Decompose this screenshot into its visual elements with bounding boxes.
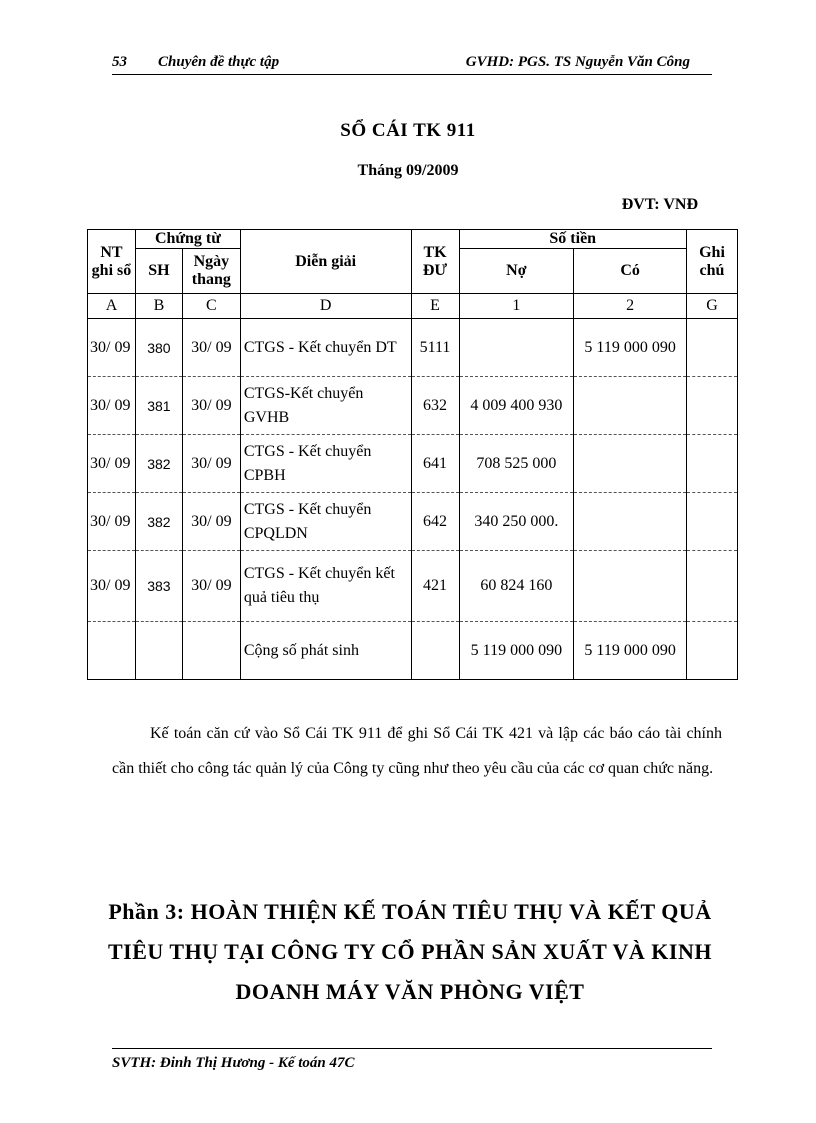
cell-nt: 30/ 09: [88, 377, 136, 435]
cell-note: [687, 493, 738, 551]
cell-sh: 382: [135, 435, 182, 493]
cell-tk: 5111: [411, 319, 459, 377]
table-row: [88, 435, 738, 493]
total-label: Cộng số phát sinh: [240, 622, 411, 680]
cell-note: [687, 551, 738, 622]
col-header-tk: TK ĐƯ: [411, 230, 459, 294]
cell-note: [687, 435, 738, 493]
cell-sh: 381: [135, 377, 182, 435]
table-row: [88, 551, 738, 622]
cell-note: [687, 377, 738, 435]
total-co: 5 119 000 090: [574, 622, 687, 680]
column-letter: B: [135, 294, 182, 319]
total-no: 5 119 000 090: [459, 622, 574, 680]
cell-ngay: 30/ 09: [182, 377, 240, 435]
cell-ngay: 30/ 09: [182, 493, 240, 551]
column-letter: D: [240, 294, 411, 319]
ledger-month: Tháng 09/2009: [357, 162, 459, 179]
cell-co: [574, 435, 687, 493]
cell-desc: CTGS-Kết chuyển GVHB: [240, 377, 411, 435]
empty-cell: [687, 622, 738, 680]
cell-co: 5 119 000 090: [574, 319, 687, 377]
column-letter: C: [182, 294, 240, 319]
col-header-ghi-chu: Ghi chú: [687, 230, 738, 294]
empty-cell: [411, 622, 459, 680]
cell-sh: 380: [135, 319, 182, 377]
currency-unit: ĐVT: VNĐ: [621, 196, 698, 213]
cell-no: 60 824 160: [459, 551, 574, 622]
cell-desc: CTGS - Kết chuyển CPQLDN: [240, 493, 411, 551]
cell-co: [574, 493, 687, 551]
cell-sh: 382: [135, 493, 182, 551]
ledger-title: SỔ CÁI TK 911: [340, 120, 476, 141]
cell-ngay: 30/ 09: [182, 319, 240, 377]
cell-tk: 421: [411, 551, 459, 622]
cell-co: [574, 551, 687, 622]
column-letter: 1: [459, 294, 574, 319]
table-row: [88, 319, 738, 377]
empty-cell: [135, 622, 182, 680]
column-letter: 2: [574, 294, 687, 319]
table-row: [88, 493, 738, 551]
empty-cell: [88, 622, 136, 680]
ledger-table: [87, 229, 738, 680]
total-row: [88, 622, 738, 680]
part-heading: Phần 3: HOÀN THIỆN KẾ TOÁN TIÊU THỤ VÀ KẾT QUẢ TIÊU THỤ TẠI CÔNG TY CỔ PHẦN SẢN XUẤT VÀ KINH DOANH MÁY VĂN PHÒNG VIỆT: [108, 899, 712, 1004]
cell-sh: 383: [135, 551, 182, 622]
col-header-dien-giai: Diễn giải: [240, 230, 411, 294]
col-header-no: Nợ: [459, 249, 574, 294]
column-letter: E: [411, 294, 459, 319]
cell-no: 708 525 000: [459, 435, 574, 493]
col-header-chung-tu: Chứng từ: [135, 230, 240, 249]
cell-nt: 30/ 09: [88, 551, 136, 622]
cell-no: 340 250 000.: [459, 493, 574, 551]
header-topic: Chuyên đề thực tập: [158, 54, 280, 70]
cell-ngay: 30/ 09: [182, 435, 240, 493]
page-number: 53: [112, 54, 127, 70]
column-letter: G: [687, 294, 738, 319]
col-header-co: Có: [574, 249, 687, 294]
col-header-nt: NT ghi sổ: [88, 230, 136, 294]
column-letter-row: [88, 294, 738, 319]
cell-tk: 632: [411, 377, 459, 435]
cell-desc: CTGS - Kết chuyển CPBH: [240, 435, 411, 493]
empty-cell: [182, 622, 240, 680]
cell-tk: 641: [411, 435, 459, 493]
cell-no: [459, 319, 574, 377]
header-advisor: GVHD: PGS. TS Nguyễn Văn Công: [465, 54, 690, 70]
cell-desc: CTGS - Kết chuyển DT: [240, 319, 411, 377]
body-paragraph: Kế toán căn cứ vào Sổ Cái TK 911 để ghi Sổ Cái TK 421 và lập các báo cáo tài chính cần thiết cho công tác quản lý của Công ty cũng như theo yêu cầu của các cơ quan chức năng.: [112, 725, 722, 777]
table-row: [88, 377, 738, 435]
cell-nt: 30/ 09: [88, 493, 136, 551]
col-header-ngay: Ngày thang: [182, 249, 240, 294]
col-header-sh: SH: [135, 249, 182, 294]
page-header: [112, 52, 712, 75]
cell-no: 4 009 400 930: [459, 377, 574, 435]
cell-note: [687, 319, 738, 377]
cell-desc: CTGS - Kết chuyển kết quả tiêu thụ: [240, 551, 411, 622]
column-letter: A: [88, 294, 136, 319]
page-footer: SVTH: Đinh Thị Hương - Kế toán 47C: [112, 1048, 712, 1072]
col-header-so-tien: Số tiền: [459, 230, 687, 249]
cell-co: [574, 377, 687, 435]
cell-ngay: 30/ 09: [182, 551, 240, 622]
cell-nt: 30/ 09: [88, 435, 136, 493]
cell-tk: 642: [411, 493, 459, 551]
cell-nt: 30/ 09: [88, 319, 136, 377]
